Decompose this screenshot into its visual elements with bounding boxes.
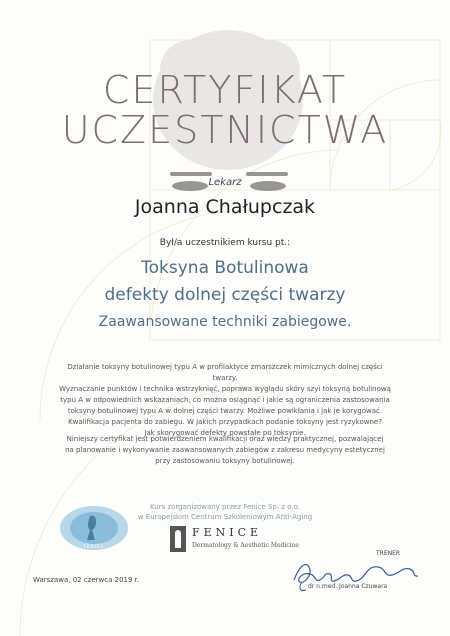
- course-title-line2: defekty dolnej części twarzy: [104, 285, 346, 305]
- organizer-line1: Kurs zorganizowany przez Fenice Sp. z o.o.: [150, 503, 300, 511]
- course-description: [55, 362, 395, 439]
- statement-line: na planowanie i wykonywanie zaawansowanych zabiegów z zakresu medycyny estetycznej: [65, 446, 385, 454]
- description-line: typu A w odpowiednich wskazaniach, co można osiągnąć i jakie są ograniczenia zastosowania: [60, 396, 390, 404]
- course-subtitle: Zaawansowane techniki zabiegowe.: [98, 314, 352, 330]
- participant-role: Lekarz: [208, 177, 242, 188]
- fenice-logo: [170, 526, 310, 554]
- statement-line: przy zastosowaniu toksyny botulinowej.: [155, 457, 295, 465]
- statement-line: Niniejszy certyfikat jest potwierdzeniem kwalifikacji oraz wiedzy praktycznej, pozwalającej: [66, 435, 384, 443]
- description-line: toksyny botulinowej typu A w dolnej części twarzy. Możliwe powikłania i jak je korygować.: [67, 407, 383, 415]
- fenice-mark-icon: [170, 526, 186, 552]
- certificate-statement: [55, 434, 395, 467]
- description-line: Jak skorygować defekty powstałe po toksynie.: [144, 429, 306, 437]
- place-and-date: Warszawa, 02 czerwca 2019 r.: [33, 576, 140, 584]
- description-line: Kwalifikacja pacjenta do zabiegu. W jakich przypadkach podanie toksyny jest ryzykowne?: [68, 418, 382, 426]
- left-logo-caption: FENICE: [83, 544, 105, 549]
- certificate-title-line2: UCZESTNICTWA: [61, 108, 389, 152]
- certificate-title-line1: CERTYFIKAT: [102, 68, 348, 112]
- description-line: Działanie toksyny botulinowej typu A w profilaktyce zmarszczek mimicznych dolnej części twarzy.: [67, 363, 383, 382]
- trainer-name: dr n.med. Joanna Czuwara: [308, 583, 388, 590]
- course-title-line1: Toksyna Botulinowa: [141, 258, 309, 278]
- fenice-logo-name: FENICE: [192, 526, 263, 539]
- organizer-line2: w Europejskim Centrum Szkoleniowym Anti-Aging: [137, 513, 313, 521]
- fenice-logo-tagline: Dermatology & Aesthetic Medicine: [192, 542, 299, 549]
- trainer-label: TRENER: [376, 550, 401, 557]
- participant-name: Joanna Chałupczak: [134, 196, 316, 218]
- course-intro: Był/a uczestnikiem kursu pt.:: [159, 238, 291, 248]
- anti-aging-center-logo: [57, 504, 131, 552]
- description-line: Wyznaczanie punktów i technika wstrzyknięć, poprawa wyglądu skóry szyi toksyną botulinową: [59, 385, 391, 393]
